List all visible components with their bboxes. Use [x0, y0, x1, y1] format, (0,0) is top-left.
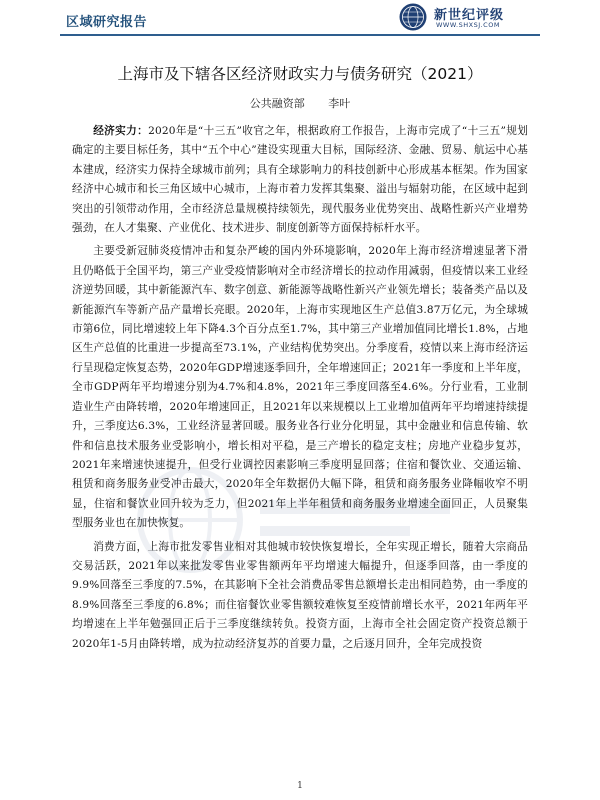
- author-name: 李叶: [328, 97, 351, 110]
- paragraph-text: 主要受新冠肺炎疫情冲击和复杂严峻的国内外环境影响，2020年上海市经济增速显著下滑且仍略低于全国平均，第三产业受疫情影响对全市经济增长的拉动作用减弱，但疫情以来工业经济逆势回暖，其中新能源汽车、数字创意、新能源等战略性新兴产业领先增长；装备类产品以及新能源汽车等新产品产量增长亮眼。2020年，上海市实现地区生产总值3.87万亿元，为全球城市第6位，同比增速较上年下降4.3个百分点至1.7%，其中第三产业增加值同比增长1.8%，占地区生产总值的比重进一步提高至73.1%，产业结构优势突出。分季度看，疫情以来上海市经济运行呈现稳定恢复态势，2020年GDP增速逐季回升，全年增速回正；2021年一季度和上半年度，全市GDP两年平均增速分别为4.7%和4.8%，2021年三季度回落至4.6%。分行业看，工业制造业生产由降转增，2020年增速回正，且2021年以来规模以上工业增加值两年平均增速持续提升，三季度达6.3%，工业经济显著回暖。服务业各行业分化明显，其中金融业和信息传输、软件和信息技术服务业受影响小，增长相对平稳，是三产增长的稳定支柱；房地产业稳步复苏，2021年来增速快速提升，但受行业调控因素影响三季度明显回落；住宿和餐饮业、交通运输、租赁和商务服务业受冲击最大，2020年全年数据仍大幅下降，租赁和商务服务业降幅收窄不明显，住宿和餐饮业回升较为乏力，但2021年上半年租赁和商务服务业增速全面回正，人员聚集型服务业也在加快恢复。: [72, 245, 528, 530]
- logo-name: 新世纪评级: [434, 8, 505, 23]
- paragraph-text: 消费方面，上海市批发零售业相对其他城市较快恢复增长，全年实现正增长，随着大宗商品交易活跃，2021年以来批发零售业零售额两年平均增速大幅提升，但逐季回落，由一季度的9.9%回落至三季度的7.5%，在其影响下全社会消费品零售总额增长走出相同趋势，由一季度的8.9%回落至三季度的6.8%；而住宿餐饮业零售额较难恢复至疫情前增长水平，2021年两年平均增速在上半年勉强回正后于三季度继续转负。投资方面，上海市全社会固定资产投资总额于2020年1-5月由降转增，成为拉动经济复苏的首要力量，之后逐月回升，全年完成投资: [72, 540, 528, 650]
- page-number: 1: [297, 781, 303, 791]
- department-name: 公共融资部: [249, 97, 305, 110]
- body-paragraph: [72, 538, 528, 654]
- paragraph-text: 2020年是“十三五”收官之年，根据政府工作报告，上海市完成了“十三五”规划确定的主要目标任务，其中“五个中心”建设实现重大目标，国际经济、金融、贸易、航运中心基本建成，经济实力保持全球城市前列；具有全球影响力的科技创新中心形成基本框架。作为国家经济中心城市和长三角区域中心城市，上海市着力发挥其集聚、溢出与辐射功能，在区域中起到突出的引领带动作用，全市经济总量规模持续领先，现代服务业优势突出、战略性新兴产业增势强劲，在人才集聚、产业优化、技术进步、制度创新等方面保持标杆水平。: [72, 125, 529, 235]
- author-line: [60, 95, 540, 111]
- body-paragraph: [72, 242, 528, 533]
- section-label: 区域研究报告: [66, 15, 148, 30]
- body-paragraph: [72, 122, 528, 238]
- logo-url: WWW.SHXSJ.COM: [436, 21, 500, 29]
- globe-emblem-icon: [398, 2, 428, 32]
- page-header: [0, 0, 600, 40]
- document-body: [72, 122, 528, 658]
- paragraph-lead: 经济实力：: [93, 125, 149, 137]
- header-divider: [60, 34, 540, 36]
- company-logo: [398, 2, 548, 32]
- document-title: 上海市及下辖各区经济财政实力与债务研究（2021）: [117, 65, 483, 83]
